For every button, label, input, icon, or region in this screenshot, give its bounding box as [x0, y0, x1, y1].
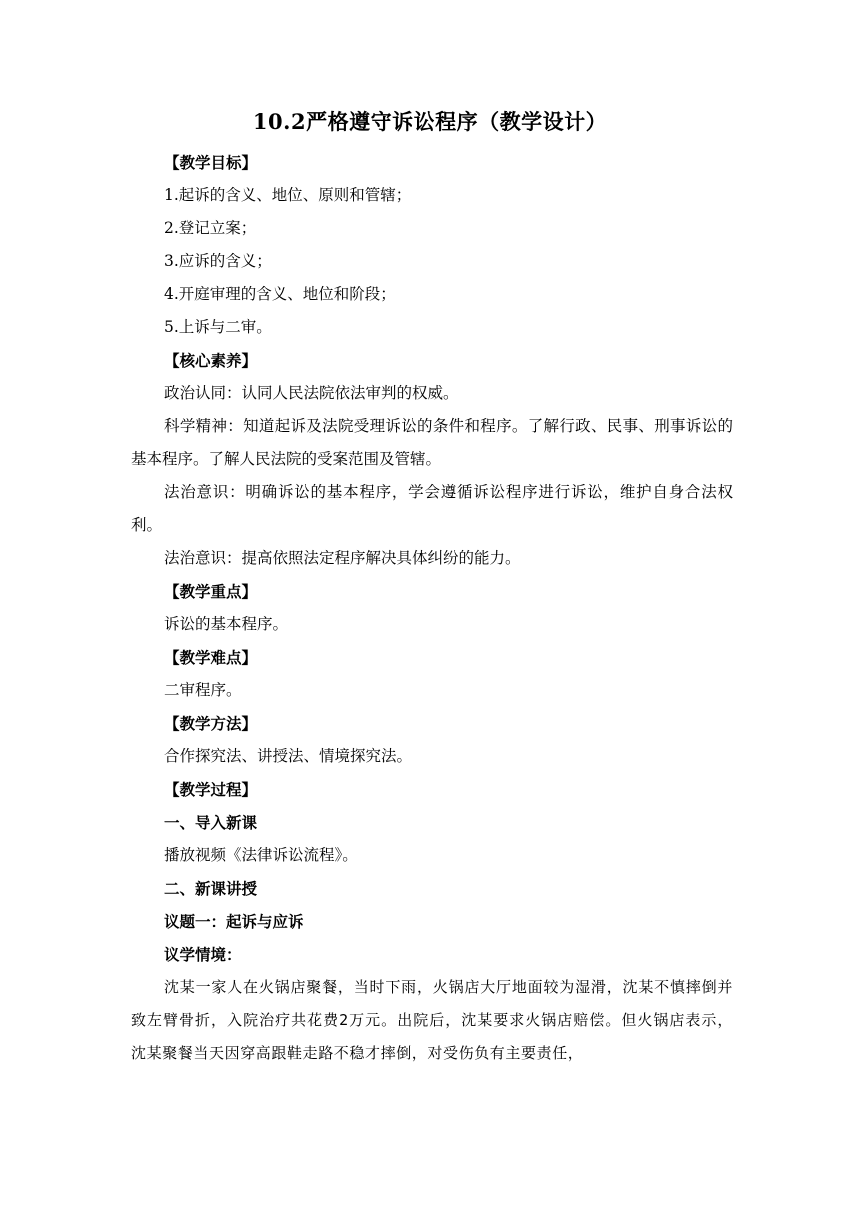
scenario-label: 议学情境： [164, 945, 242, 964]
literacy-paragraph: 法治意识：明确诉讼的基本程序，学会遵循诉讼程序进行诉讼，维护自身合法权利。 [131, 483, 733, 534]
objectives-heading: 【教学目标】 [164, 153, 258, 172]
literacy-paragraph: 法治意识：提高依照法定程序解决具体纠纷的能力。 [164, 549, 521, 567]
literacy-paragraph: 政治认同：认同人民法院依法审判的权威。 [164, 384, 459, 402]
scenario-text: 沈某一家人在火锅店聚餐，当时下雨，火锅店大厅地面较为湿滑，沈某不慎摔倒并致左臂骨折，入院治疗共花费2万元。出院后，沈某要求火锅店赔偿。但火锅店表示，沈某聚餐当天因穿高跟鞋走路不稳才摔倒，对受伤负有主要责任， [131, 978, 733, 1062]
methods-heading: 【教学方法】 [164, 714, 258, 733]
objective-item: 4.开庭审理的含义、地位和阶段； [164, 285, 396, 303]
section-title: 二、新课讲授 [164, 879, 258, 898]
document-body [131, 146, 733, 1070]
document-title: 10.2严格遵守诉讼程序（教学设计） [252, 109, 608, 134]
section-text: 播放视频《法律诉讼流程》。 [164, 846, 358, 864]
objective-item: 3.应诉的含义； [164, 252, 272, 270]
key-point-text: 诉讼的基本程序。 [164, 615, 289, 633]
section-title: 一、导入新课 [164, 813, 258, 832]
key-point-heading: 【教学重点】 [164, 582, 258, 601]
topic-title: 议题一：起诉与应诉 [164, 912, 304, 931]
objective-item: 5.上诉与二审。 [164, 318, 272, 336]
difficulty-heading: 【教学难点】 [164, 648, 258, 667]
objective-item: 1.起诉的含义、地位、原则和管辖； [164, 186, 412, 204]
literacy-paragraph: 科学精神：知道起诉及法院受理诉讼的条件和程序。了解行政、民事、刑事诉讼的基本程序。了解人民法院的受案范围及管辖。 [131, 417, 733, 468]
literacy-heading: 【核心素养】 [164, 351, 258, 370]
difficulty-text: 二审程序。 [164, 681, 242, 699]
methods-text: 合作探究法、讲授法、情境探究法。 [164, 747, 413, 765]
objective-item: 2.登记立案； [164, 219, 257, 237]
process-heading: 【教学过程】 [164, 780, 258, 799]
